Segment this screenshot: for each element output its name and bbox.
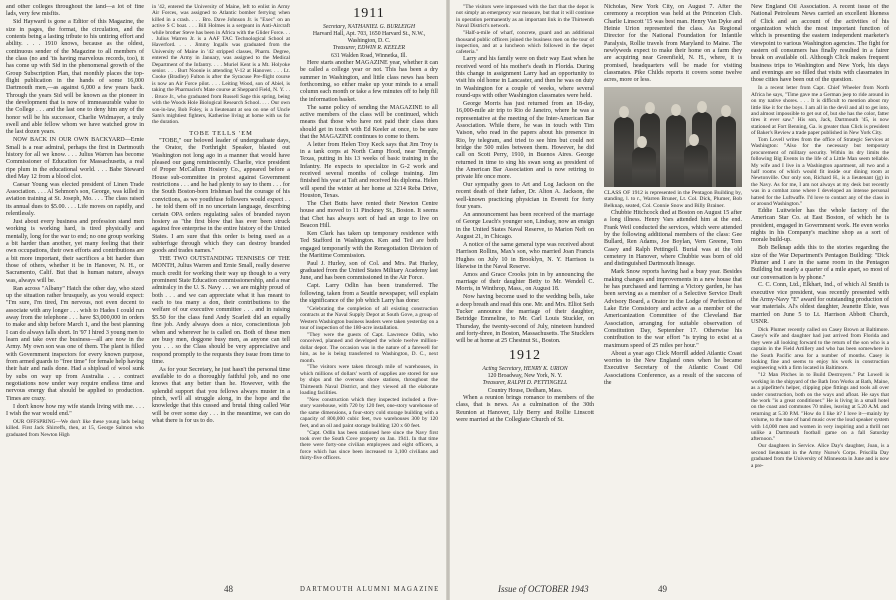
paragraph: In a recent letter from Capt. Chief Wheeler from North Africa he says, "Time gave me a German jeep to ride around in on my native shores. . . . It is difficult to mention about my little like it for the boys. I am all in the devil and all to get into, and almost impossible to get out of, but she has the color, fatter tires it ever saw." His son, Jack, Dartmouth '45, is now stationed at Fort Benning, Ga. is greater than Click is president of Baker's Review a trade paper published in New York City. <box>751 85 889 137</box>
quoted-paragraph: "The visitors were impressed with the fact that the depot is not simply an emergency war measure, but that it will continue in operation permanently as an important link in the Thirteenth Naval District's network. <box>456 4 594 30</box>
officer-title: Treasurer, RALPH D. PETTINGELL <box>482 380 568 387</box>
officer-title: Secretary, NATHANIEL G. BURLEIGH <box>322 24 416 30</box>
paragraph: The same policy of sending the MAGAZINE to all active members of the class will be continued, which means that those who have not paid their class dues should get in touch with Ed Keeler at once, to be sure that the MAGAZINE continues to come to them. <box>300 104 438 140</box>
person-figure <box>632 147 656 187</box>
right-column-1 <box>456 4 594 576</box>
paragraph: Paul J. Hurley, son of Col. and Mrs. Pat Hurley, graduated from the United States Military Academy last June, and has been commissioned in the Air Force. <box>300 260 438 282</box>
officer-address: 120 Broadway, New York, N. Y. <box>487 372 563 379</box>
paragraph: As for your Secretary, he just hasn't the personal time available to do a thoroughly faithful job, and no one knows that any better than he. However, with the splendid support that you fellows always muster in a pinch, we'll all struggle along, in the hope and the knowledge that this cussed and brutal thing called War will be over some day . . . in the meantime, we can do what there is for us to do. <box>152 366 290 425</box>
paragraph: About a year ago Click Morrill added Atlantic Coast worries to the New England ones when he became Executive Secretary of the Atlantic Coast Oil Associations Conference, as a result of the success of the <box>604 350 742 386</box>
class-photo <box>604 87 742 187</box>
class-year-heading: 1912 <box>509 347 541 363</box>
paragraph: When a reunion brings romance to members of the class, that is news. As a culmination of the 30th Reunion at Hanover, Lily Berry and Rollie Linscott were married at the Collegiate Church of St. <box>456 394 594 423</box>
section-subhead: TOBE TELLS 'EM <box>189 129 253 137</box>
paragraph: George Morris has just returned from an 18-day, 16,000-mile air trip to Rio de Janeiro, where he was a representative at the meeting of the Inter-American Bar Association. While there, he was in touch with Tim Vaison, who read in the papers about his presence in Rio, by telegram, and tried to see him but could not bridge the 500 miles between them. However, he did call on Scott Perry, 1910, in Buenos Aires. George returned in time to sing his swan song as president of the American Bar Association and is now retiring to private life once more. <box>456 100 594 181</box>
paragraph: The Chet Butts have rented their Newton Centre house and moved to 11 Pinckney St., Boston. It seems that Chet has always sort of had an urge to live on Beacon Hill. <box>300 201 438 230</box>
page-number: 48 <box>224 584 233 594</box>
paragraph: A letter from Helen Troy Keck says that Jim Troy is in a tank corps at North Camp Hood, near Temple, Texas, putting in his 13 weeks of basic training in the Infantry. He expects to specialize in G-2 work and received several months of college training. Jim finished his year at Taft and received his diploma. Helen will spend the winter at her home at 3214 Reba Drive, Houston, Texas. <box>300 141 438 200</box>
paragraph: Sid Hayward is gone a Editor of this Magazine, the size in pages, the format, the circulation, and the contents being a lasting tribute to his untiring effort and ability. . . . 1910 knows, because as the oldest, continuous sender of the Magazine to all members of the class (no and 'tis having marvelous records, too), it has come up with Sid in the phenomenal growth of the Group Subscription Plan, that monthly places the top-flight publication in the hands of some 16,000 Dartmouth men,—as against 6,000 a few years back. Through the years Sid will be known as the pioneer in the development that is now of immeasurable value to the College . . . and the last one to deny him any of the honor will be his successor, Charlie Widmayer, a truly swell and able fellow whom we have watched grow in the last dozen years. <box>6 19 144 136</box>
page-number: 49 <box>658 584 667 594</box>
paragraph: Just about every business and profession stand men working is working hard, is tired physically and mentally, long for the war to end; no one group working a bit harder than another, yet many feeling that their own occupations, their own efforts and contributions are a bit more important, their sacrifices a bit harder than those of others, whether it be in Hanover, N. H., or Sacramento, Calif. But that is human nature, always was, always will be. <box>6 218 144 284</box>
paragraph: THE TWO OUTSTANDING TENNISES OF THE MONTH, Julius Warren and Ernie Small, really deserve much credit for working their way up though to a very prominent State Education commissionership, and a rear admiralcy in the U. S. Navy . . . we are mighty proud of both . . . and we can appreciate what it has meant to each to tea many a don, their contributions to the welfare of our executive committee . . . and in raising $5.50 for the class fund Andy Scarlett did an equally fine job. Andy always does a nice, conscientious job when and wherever he is called on. Both of these men are busy men, doggone busy men, as anyone can tell you . . . so the Class should be very appreciative and respond promptly to the requests they issue from time to time. <box>152 256 290 365</box>
paragraph: I don't know how my wife stands living with me. . . . I wish the war would end." <box>6 403 144 417</box>
quoted-paragraph: "New construction which they inspected included a five-story warehouse, with 720 by 120 feet, one-story warehouse of the same dimensions, a four-story cold storage building with a capacity of 800,000 cubic feet, two warehouses 300 by 120 feet, and an oil and paint storage building 120 x 60 feet. <box>300 397 438 429</box>
left-column-3 <box>300 4 438 576</box>
issue-date: Issue of OCTOBER 1943 <box>498 584 589 594</box>
paragraph: Bob Belknap adds this to the stories regarding the size of the War Department's Pentagon Building: "Dick Plumer and I are in the same room in the Pentagon Building but nearly a quarter of a mile apart, so most of our conversation is by phone." <box>751 245 889 281</box>
paragraph: Now having become used to the wedding bells, take a deep breath and read this one. Mr. and Mrs. Elliot Seth Tucker announce the marriage of their daughter, Betridge Emmeline, to Mr. Carl Louis Stuckler, on Thursday, the twenty-second of July, nineteen hundred and forty-three, in Boston, Massachusetts. The Stucklers will be at home at 25 Chestnut St., Boston. <box>456 294 594 345</box>
left-column-1 <box>6 4 144 576</box>
paragraph: Chubbie Hitchcock died at Boston on August 15 after a long illness. Henry Vars attended him at the end. Frank Weil conducted the services, which were attended by the following additional members of the class: Gee Bullard, Ren Adams, Joe Boylan, Vern Greene, Tom Casey and Ralph Pettingell. Burial was at the old cemetery in Hanover, where Chubbie was born of old and distinguished Dartmouth lineage. <box>604 210 742 268</box>
paragraph: Nicholas, New York City, on August 7. After the ceremony a reception was held at the Princeton Club. Charlie Linscott '15 was best man. Henry Van Dyke and Heinie Urion represented the class. As Regional Director for the National Foundation for Infantile Paralysis, Rollie travels from Maryland to Maine. The newlyweds expect to make their home on a farm they are acquiring near Greenfield, N. H., where, it is promised, headquarters will be made for visiting classmates. Pike Childs reports it covers some twelve acres, more or less. <box>604 4 742 84</box>
quoted-paragraph: "They were the guests of Capt. Lawrence Odlin, who conceived, planned and developed the whole twelve million-dollar depot. The occasion was in the nature of a farewell for him, as he is being transferred to Washington, D. C., next month. <box>300 331 438 364</box>
left-column-2 <box>152 4 290 576</box>
officer-title: Treasurer, EDWIN R. KEELER <box>332 45 406 52</box>
paragraph: "12 Man Pitches in to Build Destroyers." Pat Lowell is working in the shipyard of the Bath Iron Works at Bath, Maine, as a pipefitter's helper, clipping pipe fittings and tools all over under construction, both on the ways and afloat. He says that the work "is a great conditioner." He is living in a small hotel on the coast and commutes 70 miles, leaving at 5.20 A.M. and returning at 5.30 P.M. "How do I like it? I love it—mainly by volume, to the tune of hand music over the loud speaker system with 14,000 men and women in very inspiring and a thrill not unlike a Dartmouth football game on a fall Saturday afternoon." <box>751 372 889 443</box>
quoted-paragraph: "Celebrating the completion of all existing construction contracts at the Naval Supply Depot at South Gove, a group of Western Washington business leaders were taken yesterday on a tour of inspection of the 180-acre installation. <box>300 305 438 332</box>
officer-address: Country House, Dedham, Mass. <box>487 387 563 394</box>
quoted-paragraph: "The visitors were taken through mile of warehouses, in which millions of dollars' worth of supplies are stored for use by ships and the overseas shore stations, throughout the Thirteenth Naval District, and they viewed all the elaborate loading facilities. <box>300 364 438 397</box>
class-year-heading: 1911 <box>353 6 385 21</box>
paragraph: and other colleges throughout the land—a lot of fine lads, very few misfits. <box>6 4 144 18</box>
paragraph: in '42, entered the University of Maine, left to enlist in Army Air Forces, was assigned to Atlantic bomber ferrying when killed in a crash. . . . Bro. Dave Johnson Jr. is "Exec" on an active S C boat. . . . Bill Holmes is a sergeant in Anti-Aircraft while brother Steve has been in Africa with the Glider Force. . . . Julius Warren Jr. is a AAF TAC Technological School at Haverford. . . . Jimmy Ingalls was graduated from the University of Maine in '42 stripped classes, Pharm. Degree, entered the Army in January, was assigned to the Medical Department of the Infantry. . . . Muriel Kent is a Mt. Holyoke senior. . . . Burt Noonie is attending V-12 at Hanover. . . . Lt. Cooke (Bradley) Fulton is after the Syracuse Pre-flight course is now an Air Force pilot. . . . Leiting Wood, son of Abiel, is taking the Pharmacist's Mate course at Sheppard Field, N. Y. . . . Bruce Jr., who graduated from Russell Sage this spring, being with the Woods Hole Biological Research School. . . . Our own son-in-law, Bob Foley, is a lieutenant at sea on one of Uncle Sam's mightiest fighters, Katherine living at home with us for the duration. <box>152 4 290 126</box>
paragraph: Here starts another MAGAZINE year, whether it can be called a college year or not. This has been a dry summer in Washington, and little class news has been forthcoming, so either make up your minds to a small column each month or take a few minutes off to help fill the information basket. <box>300 59 438 103</box>
paragraph: Ran across "Albany" Hatch the other day, who sized up the situation rather brusquely, as you would expect: "I'm sure, I'm tired, I'm nervous, not even decent to associate with any longer . . . wish to Hades I could run away from the telephone . . . have $3,000,000 in orders to make and ship before March 1, and the best planning I can do always falls short. In '97 I hired 3 young men to learn and take over the business—all are now in the Army. My own son was one of them. The plant is filled with Government inspectors for every known purpose, from armed guards to "free time" for female help having their hair and nails done. Had a shipload of wool sunk by subs on way up from Australia . . . contract negotiations now under way require endless time and nervous energy that should be applied to production. Times are crazy. <box>6 285 144 402</box>
officer-address: Harvard Hall, Apt. 703, 1650 Harvard St., N.W., Washington, D. C. <box>312 31 426 45</box>
paragraph: Tom Lovell writes from the office of Strategic Services at Washington: "Also for the necessary but temporary procurement of military security. Within its dry limits the following Big Events in the life of a Little Man seem tellable. My wife and I live in a Washington apartment, all two and a half rooms of which would fit inside our dining room at Newtonville. Our only son, Richard H., is a lieutenant (jg) in the Navy. As for me, I am not always at my desk but recently was in a combat zone where I developed an intense personal hatred for the Luftwaffe. I'd love to contact any of the class in or around Washington." <box>751 137 889 208</box>
paragraph: C. C. Conn, Ltd., Elkhart, Ind., of which Al Smith is executive vice president, was recently presented with the Army-Navy "E" award for outstanding production of war materials. Al's oldest daughter, Jeanette Elsie, was married on June 5 to Lt. Harrison Abbott Church, USNR. <box>751 282 889 326</box>
person-figure <box>666 115 686 187</box>
officer-address: 631 Walden Road, Winnetka, Ill. <box>331 52 407 59</box>
paragraph: New England Oil Association. A recent issue of the National Petroleum News carried an excellent likeness of Click and an account of the activities of his organization which the most important function of which is presenting the eastern independent marketer's viewpoint to various Washington agencies. The fight for eastern oil consumers has finally resulted in a fairer break on available oil. Although Click makes frequent business trips to Washington and New York, his days and evenings are so filled that visits with classmates in those cities have been out of the question. <box>751 4 889 84</box>
paragraph: OUR OFFSPRING—We don't like these young lads being killed. First Jack Shirreffs, then, at 15, George Salmon who graduated from Newton High <box>6 418 144 438</box>
right-column-2 <box>604 4 742 576</box>
person-figure <box>716 116 736 187</box>
paragraph: Mark Snow reports having had a busy year. Besides making changes and improvements in a new house that he has purchased and farming a Victory garden, he has been serving as a member of a Selective Service Draft Advisory Board, a Orator in the Lodge of Perfection of Lake Erie Consistory and active as a member of the Americanization Committee of the Cleveland Bar Association, arranging for suitable observation of Constitution Day, September 17. Otherwise his contribution to the war effort "is trying to exist at a maximum speed of 25 miles per hour." <box>604 269 742 349</box>
paragraph: Caesar Young was elected president of Linen Trade Association. . . . Al Sehmon's son, George, was killed in aviation training at St. Joseph, Mo. . . . The class raised its annual dues to $5.00. . . . Life moves on rapidly, and relentlessly. <box>6 181 144 218</box>
paragraph: Our daughters in Service. Alice Day's daughter, Joan, is a second lieutenant in the Army Nurse's Corps. Priscilla Day graduated from the University of Minnesota in June and is now a pre- <box>751 443 889 469</box>
paragraph: NOW BACK IN OUR OWN BACKYARD—Ernie Small is a rear admiral, perhaps the first in Dartmouth history for all we know. . . . Julius Warren has become Commissioner of Education for Massachusetts, a real ripe plum in the educational world. . . . Babe Steward died May 12 from a blood clot. <box>6 137 144 180</box>
person-figure <box>614 117 634 187</box>
officer-title: Acting Secretary, HENRY K. URION <box>482 365 568 372</box>
paragraph: A notice of the same general type was received about Harrison Rollins, Max's son, who married Joan Francis Hughes on July 10 in Brooklyn, N. Y. Harrison is likewise in the Naval Reserve. <box>456 241 594 270</box>
paragraph: Dick Plumer recently called on Casey Brown at Baltimore. Casey's wife and daughter had just arrived from Florida and they were all looking forward to the return of the son who is a captain in the Field Artillery and who has been somewhere in the South Pacific area for a number of months. Casey is looking fine and seems to enjoy his work in construction engineering with a firm located in Baltimore. <box>751 327 889 372</box>
photo-caption: CLASS OF 1912 is represented in the Pentagon Building by, standing, l. to r., Warren Bruner, Lt. Col. Dick, Plumer, Bob Belknap, seated, Col. Connie Snow and Billy Brainer. <box>604 189 742 209</box>
right-column-3 <box>751 4 889 576</box>
quoted-paragraph: "Half-a-mile of wharf, concrete, guard and an additional thousand public officers joined the business men on the tour of inspection, and at a luncheon which followed in the depot cafeteria." <box>456 30 594 56</box>
paragraph: Larry and his family were on their way East when he received word of his mother's death in Florida. During this change in assignment Larry had an opportunity to visit his old home in Lancaster, and then he was on duty in Washington for a couple of weeks, where several round-ups with other Washington classmates were held. <box>456 56 594 99</box>
person-figure <box>684 145 708 187</box>
paragraph: Capt. Larry Odlin has been transferred. The following, taken from a Seattle newspaper, will explain the significance of the job which Larry has done: <box>300 283 438 304</box>
paragraph: Our sympathy goes to Art and Log Jackson on the recent death of their father, Dr. Alton A. Jackson, the well-known practicing physician in Everett for forty four years. <box>456 182 594 211</box>
right-page <box>448 0 896 600</box>
quoted-paragraph: "Capt. Odlin has been stationed here since the Navy first took over the South Cove property on Jan. 1941. In that time there were forty-one civilian employees and eight officers, a force which has since been increased to 3,100 civilians and thirty-five officers. <box>300 429 438 462</box>
paragraph: Eddie Luitwieler has the whole factory of the American Star Co. at East Boston, of which he is president, engaged in Government work. He even works nights in his Company's machine shop as a sort of morale build-up. <box>751 208 889 244</box>
paragraph: Ken Clark has taken up temporary residence with Ted Stafford in Washington. Ken and Ted are both engaged temporarily with the Renegotiation Division of the Maritime Commission. <box>300 230 438 259</box>
running-title: DARTMOUTH ALUMNI MAGAZINE <box>300 586 440 593</box>
paragraph: An announcement has been received of the marriage of George Leach's younger son, Lindsay, now an ensign in the United States Naval Reserve, to Marion Neft on August 21, in Chicago. <box>456 211 594 240</box>
paragraph: Amos and Grace Crooks join in by announcing the marriage of their daughter Betty to Mr. Wendell C. Morris, in Winthrop, Mass., on August 18. <box>456 271 594 293</box>
paragraph: "TOBE," our beloved leader of undergraduate days, the Orator, the Forthright Speaker, blasted out Washington not long ago in a manner that would have pleased our gang reminiscently. Charlie, vice president of Proper McCallum Hosiery Co., appeared before a House sub-committee in protest against Government restrictions . . . and he had plenty to say to them . . . for the South Boston-born Irishman had the courage of his convictions, as we youthfuse followers would expect . . . he told them off in no uncertain language, describing certain OPA orders regulating sales of branded rayon hosiery as "the first blow that has ever been struck against free enterprise in the entire history of the United States. I am sure that this order is being used as a subterfuge through which they can destroy branded goods and trades names." <box>152 138 290 255</box>
